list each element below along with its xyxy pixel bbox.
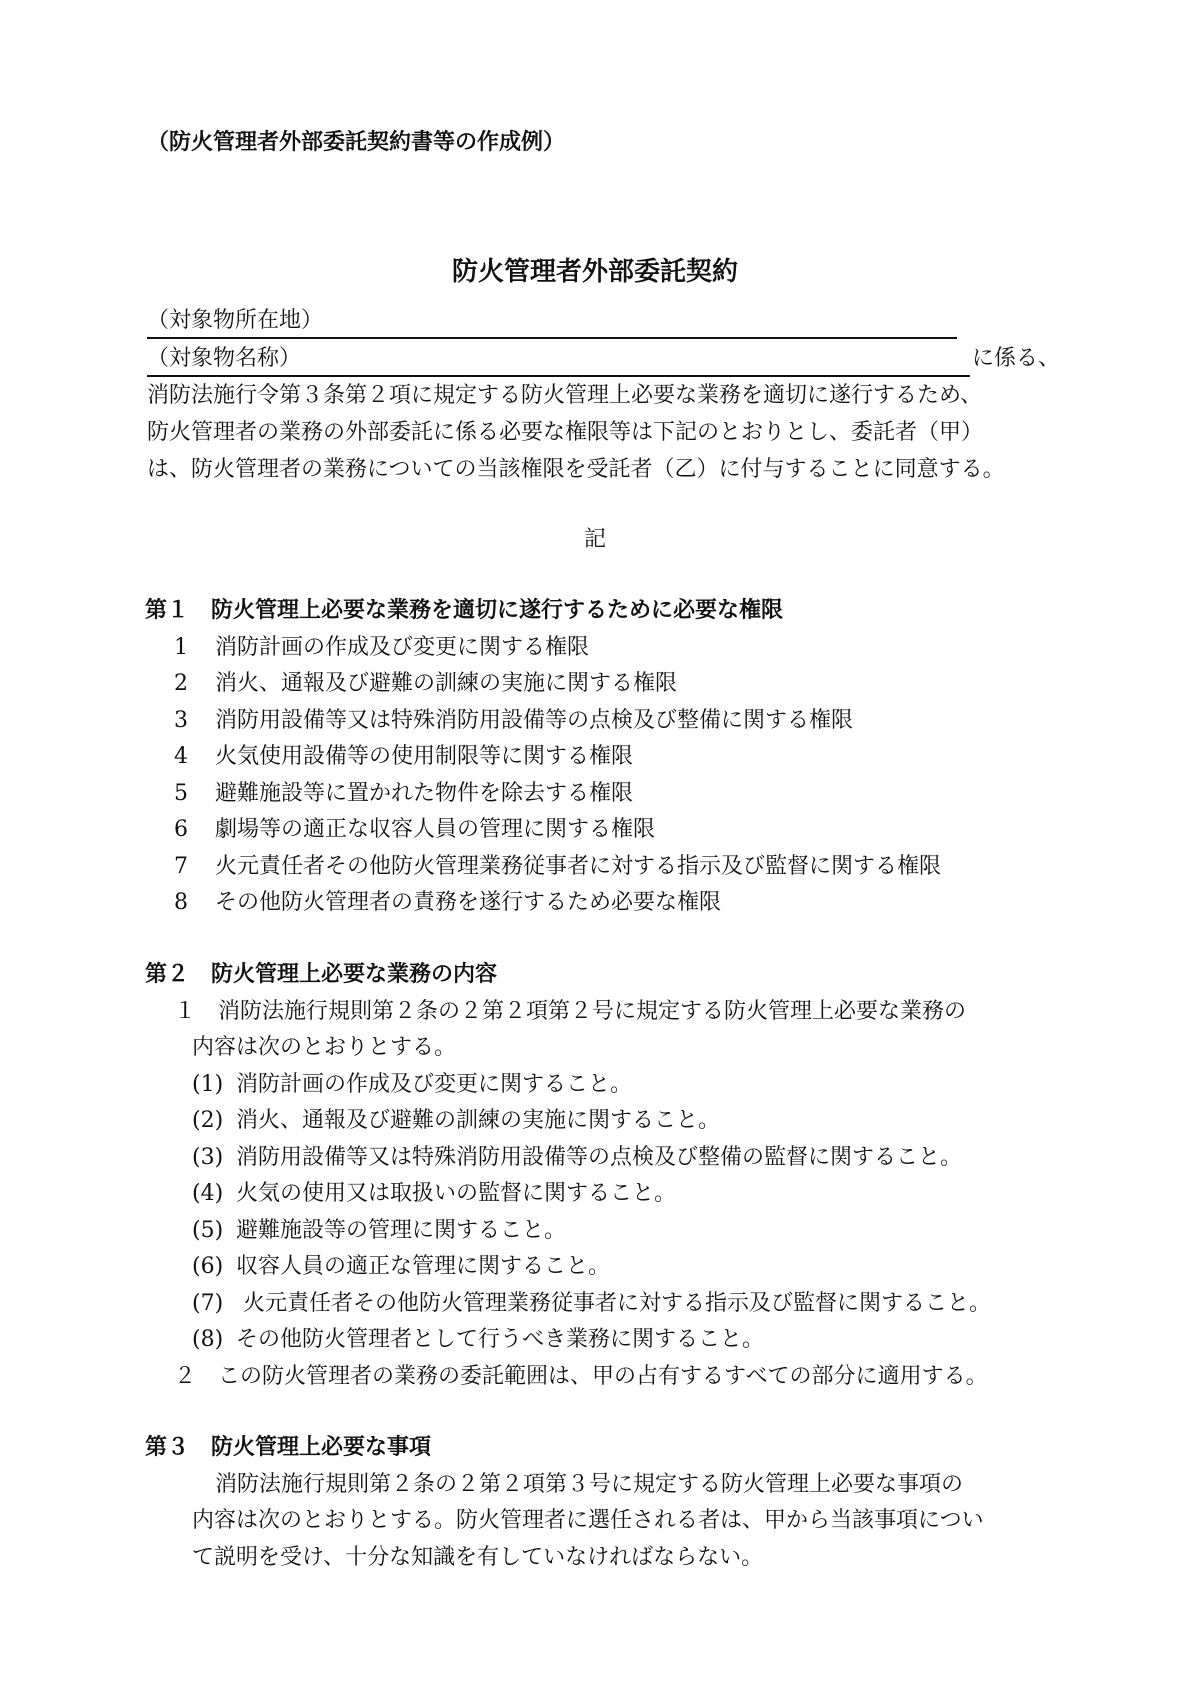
list-item-number: 2 [174,671,188,696]
intro-line: は、防火管理者の業務についての当該権限を受託者（乙）に付与することに同意する。 [147,457,1005,482]
section3-paragraph: て説明を受け、十分な知識を有していなければならない。 [192,1545,764,1570]
list-item: 火元責任者その他防火管理業務従事者に対する指示及び監督に関すること。 [243,1291,992,1316]
section2-paragraph: 内容は次のとおりとする。 [192,1035,457,1060]
subitem-number: (5) [192,1218,224,1243]
name-label: （対象物名称） [147,346,302,371]
list-item: 消防計画の作成及び変更に関する権限 [215,635,590,660]
document-title: 防火管理者外部委託契約 [451,257,738,287]
intro-line: 防火管理者の業務の外部委託に係る必要な権限等は下記のとおりとし、委託者（甲） [147,420,984,445]
list-item: 消防用設備等又は特殊消防用設備等の点検及び整備の監督に関すること。 [236,1145,963,1170]
name-underline [147,375,970,377]
intro-line: 消防法施行令第３条第２項に規定する防火管理上必要な業務を適切に遂行するため、 [147,383,983,408]
subitem-number: (1) [192,1072,224,1097]
list-item: 消防計画の作成及び変更に関すること。 [236,1072,633,1097]
list-item: 避難施設等に置かれた物件を除去する権限 [215,781,634,806]
list-item-number: 6 [174,817,188,842]
list-item-number: 3 [174,708,188,733]
section3-paragraph: 消防法施行規則第２条の２第２項第３号に規定する防火管理上必要な事項の [215,1472,964,1497]
section1-heading: 第１ 防火管理上必要な業務を適切に遂行するために必要な権限 [145,598,784,623]
list-item: 火気使用設備等の使用制限等に関する権限 [215,744,634,769]
list-item: その他防火管理者として行うべき業務に関すること。 [236,1327,765,1352]
list-item: 消防用設備等又は特殊消防用設備等の点検及び整備に関する権限 [215,708,854,733]
subitem-number: (4) [192,1181,224,1206]
subitem-number: (3) [192,1145,224,1170]
document-caption: （防火管理者外部委託契約書等の作成例） [147,130,566,155]
list-item: 消火、通報及び避難の訓練の実施に関する権限 [215,671,678,696]
section2-heading: 第２ 防火管理上必要な業務の内容 [145,962,498,987]
section3-paragraph: 内容は次のとおりとする。防火管理者に選任される者は、甲から当該事項につい [192,1508,984,1533]
subitem-number: (2) [192,1108,224,1133]
list-item: 収容人員の適正な管理に関すること。 [236,1254,611,1279]
list-item-number: 4 [174,744,188,769]
list-item-number: 5 [174,781,188,806]
subitem-number: (8) [192,1327,224,1352]
section2-paragraph: １ 消防法施行規則第２条の２第２項第２号に規定する防火管理上必要な業務の [174,999,967,1024]
list-item-number: 1 [174,635,188,660]
section2-paragraph: ２ この防火管理者の業務の委託範囲は、甲の占有するすべての部分に適用する。 [174,1364,988,1389]
list-item: 火元責任者その他防火管理業務従事者に対する指示及び監督に関する権限 [215,854,942,879]
subitem-number: (6) [192,1254,224,1279]
list-item-number: 7 [174,854,188,879]
subitem-number: (7) [192,1291,224,1316]
ki-marker: 記 [583,527,606,552]
list-item: 劇場等の適正な収容人員の管理に関する権限 [215,817,656,842]
section3-heading: 第３ 防火管理上必要な事項 [145,1435,432,1460]
name-suffix: に係る、 [972,346,1061,371]
list-item: 避難施設等の管理に関すること。 [236,1218,567,1243]
location-label: （対象物所在地） [147,308,324,333]
list-item-number: 8 [174,890,188,915]
list-item: 消火、通報及び避難の訓練の実施に関すること。 [236,1108,721,1133]
list-item: その他防火管理者の責務を遂行するため必要な権限 [215,890,722,915]
location-underline [147,337,957,339]
list-item: 火気の使用又は取扱いの監督に関すること。 [236,1181,677,1206]
